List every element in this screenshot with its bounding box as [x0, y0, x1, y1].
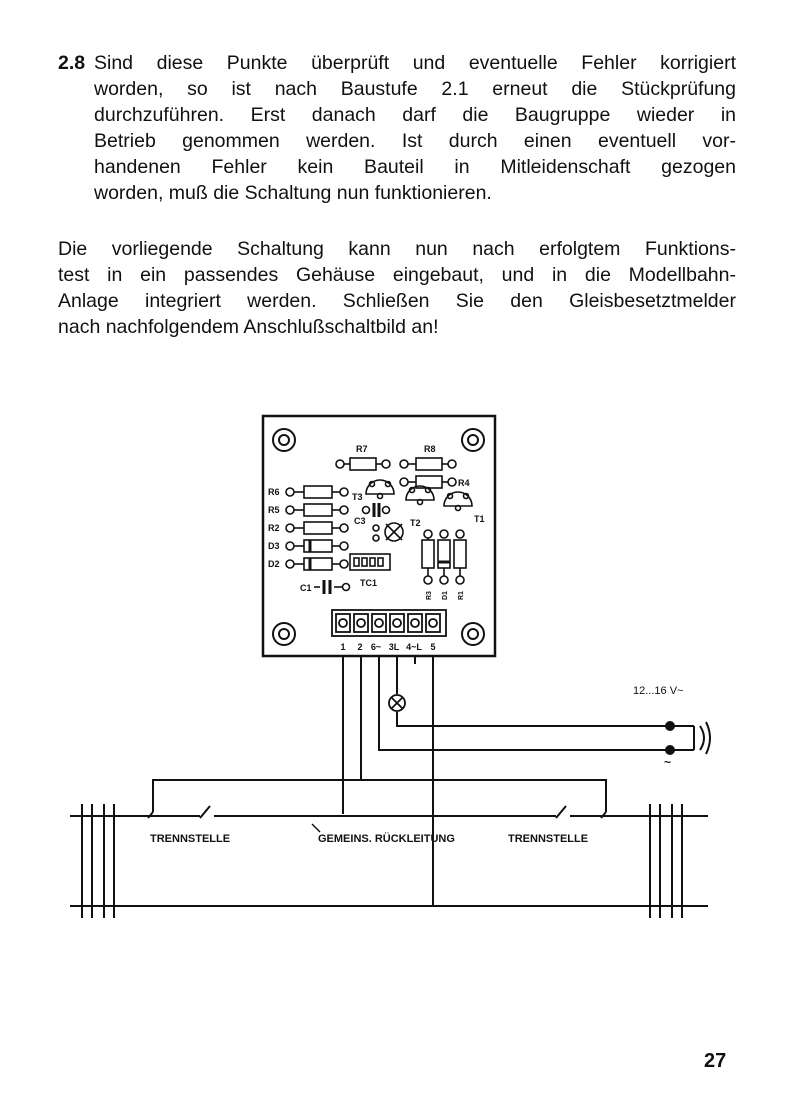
terminal-label: 6~: [370, 642, 382, 652]
supply-terminal: [666, 746, 674, 754]
label-tc1: TC1: [360, 578, 378, 588]
text-line: worden, muß die Schaltung nun funktionieren.: [94, 182, 492, 204]
resistor-r5: [286, 504, 348, 516]
resistor-r2: [286, 522, 348, 534]
label-d2: D2: [268, 559, 280, 569]
label-r3: R3: [426, 591, 433, 600]
terminal-block: [332, 610, 446, 636]
label-trennstelle-left: TRENNSTELLE: [150, 833, 231, 845]
resistor-r8: [400, 458, 456, 470]
label-r7: R7: [356, 444, 368, 454]
text-line: Sind diese Punkte überprüft und eventuelle Fehler korrigiert: [94, 52, 736, 74]
label-t1: T1: [474, 514, 485, 524]
diode-d1: [438, 530, 450, 584]
label-d3: D3: [268, 541, 280, 551]
track-sleepers: [82, 804, 682, 918]
diode-d3: [286, 540, 348, 552]
mounting-hole: [273, 429, 295, 451]
text-line: durchzuführen. Erst danach darf die Baugruppe wieder in: [94, 104, 736, 126]
resistor-r6: [286, 486, 348, 498]
text-line: Betrieb genommen werden. Ist durch einen eventuell vor-: [94, 130, 736, 152]
text-line: Anlage integriert werden. Schließen Sie den Gleisbesetztmelder: [58, 290, 736, 312]
resistor-r4: [400, 476, 456, 488]
section-number: 2.8: [58, 52, 86, 74]
ac-source-icon: [674, 722, 710, 754]
mounting-hole: [273, 623, 295, 645]
capacitor-c1: [314, 580, 350, 594]
text-line: nach nachfolgendem Anschlußschaltbild an!: [58, 316, 439, 338]
mounting-hole: [462, 623, 484, 645]
text-line: test in ein passendes Gehäuse eingebaut, und in die Modellbahn-: [58, 264, 736, 286]
page-number: 27: [704, 1050, 727, 1072]
terminal-label: 5: [430, 642, 436, 652]
transistor-t1: [444, 492, 472, 511]
label-t3: T3: [352, 492, 363, 502]
label-d1: D1: [442, 591, 449, 600]
capacitor-c3: [363, 503, 390, 517]
terminal-label: 2: [357, 642, 363, 652]
mounting-hole: [462, 429, 484, 451]
optocoupler-tc1: [350, 554, 390, 570]
transistor-t3: [366, 480, 394, 499]
text-line: worden, so ist nach Baustufe 2.1 erneut die Stückprüfung: [94, 78, 736, 100]
led: [373, 523, 403, 541]
diode-d2: [286, 558, 348, 570]
supply-voltage-label: 12...16 V~: [633, 685, 684, 697]
label-r8: R8: [424, 444, 436, 454]
label-c1: C1: [300, 583, 312, 593]
ac-symbol: ~: [664, 755, 672, 769]
resistor-r7: [336, 458, 390, 470]
label-r1: R1: [458, 591, 465, 600]
terminal-label: 1: [340, 642, 346, 652]
label-c3: C3: [354, 516, 366, 526]
terminal-label: 3L: [388, 642, 400, 652]
text-line: handenen Fehler kein Bauteil in Mitleidenschaft gezogen: [94, 156, 736, 178]
wire: [153, 656, 668, 906]
leader-line: [312, 824, 320, 832]
label-r6: R6: [268, 487, 280, 497]
label-r2: R2: [268, 523, 280, 533]
label-t2: T2: [410, 518, 421, 528]
label-r5: R5: [268, 505, 280, 515]
lamp-icon: [389, 695, 405, 711]
text-line: Die vorliegende Schaltung kann nun nach erfolgtem Funktions-: [58, 238, 736, 260]
label-rueckleitung: GEMEINS. RÜCKLEITUNG: [318, 833, 455, 845]
terminal-label: 4~L: [406, 642, 422, 652]
resistor-r1: [454, 530, 466, 584]
label-r4: R4: [458, 478, 470, 488]
resistor-r3: [422, 530, 434, 584]
track-rail-top: [70, 806, 708, 818]
label-trennstelle-right: TRENNSTELLE: [508, 833, 589, 845]
supply-terminal: [666, 722, 674, 730]
